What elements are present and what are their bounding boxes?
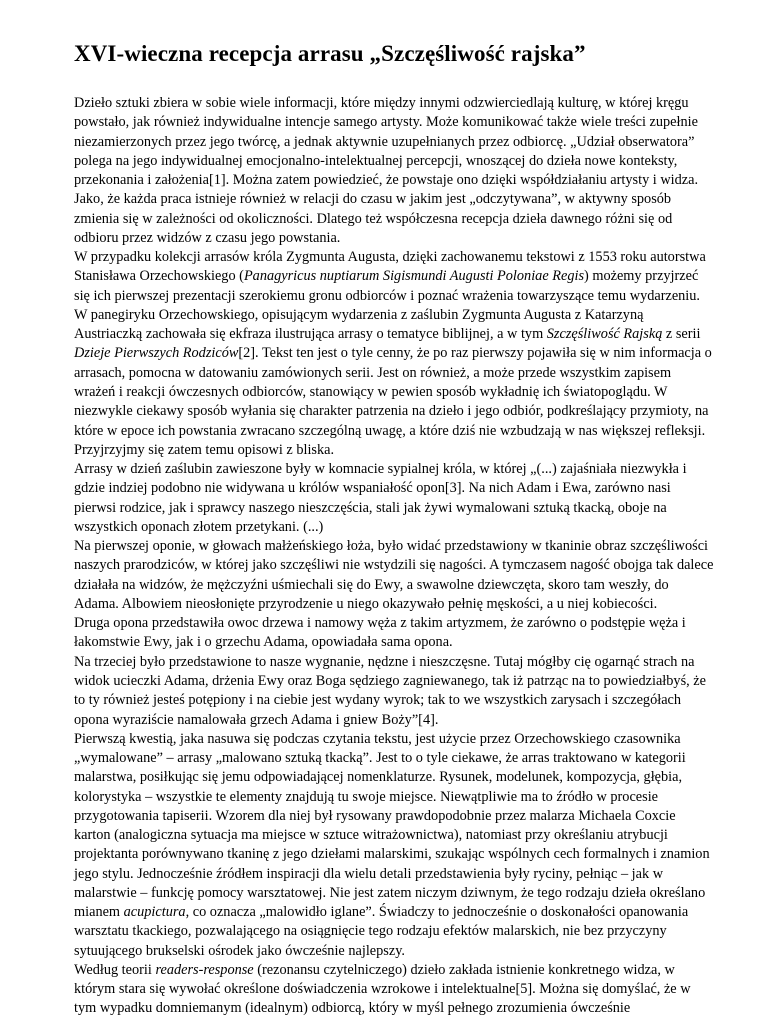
paragraph [74, 248, 714, 460]
text-segment: Druga opona przedstawiła owoc drzewa i namowy węża z takim artyzmem, że zarówno o podstępie węża i łakomstwie Ewy, jak i o grzechu Adama, opowiadała sama opona. [74, 615, 686, 651]
document-title: XVI-wieczna recepcja arrasu „Szczęśliwość rajska” [74, 41, 586, 66]
italic-text: Dzieje Pierwszych Rodziców [74, 345, 239, 362]
paragraph [74, 653, 714, 730]
text-segment: Dzieło sztuki zbiera w sobie wiele informacji, które między innymi odzwierciedlają kulturę, w której kręgu powstało, jak również indywidualne intencje samego artysty. Może komunikować także wiele treści zupełnie niezamierzonych przez jego twórcę, a jednak aktywnie uzupełnianych przez odbiorcę. „Udział obserwatora” polega na jego indywidualnej emocjonalno-intelektualnej percepcji, wnoszącej do dzieła nowe konteksty, przekonania i założenia[1]. Można zatem powiedzieć, że powstaje ono dzięki współdziałaniu artysty i widza. Jako, że każda praca istnieje również w relacji do czasu w jakim jest „odczytywana”, w aktywny sposób zmienia się w zależności od okoliczności. Dlatego też współczesna recepcja dzieła dawnego różni się od odbioru przez widzów z czasu jego powstania. [74, 95, 699, 246]
text-segment: ) możemy przyjrzeć się ich pierwszej prezentacji szerokiemu gronu odbiorców i poznać wrażenia towarzyszące temu wydarzeniu. W panegiryku Orzechowskiego, opisującym wydarzenia z zaślubin Zygmunta Augusta z Katarzyną Austriaczką zachowała się ekfraza ilustrująca arrasy o tematyce biblijnej, a w tym [74, 268, 701, 343]
text-segment: Arrasy w dzień zaślubin zawieszone były w komnacie sypialnej króla, w której „(...) zajaśniała niezwykła i gdzie indziej podobno nie widywana u królów wspaniałość opon[3]. Na nich Adam i Ewa, zarówno nasi pierwsi rodzice, jak i sprawcy naszego nieszczęścia, stali jak żywi wymalowani sztuką tkacką, oboje na wszystkich oponach złotem przetykani. (...) [74, 461, 687, 535]
text-segment: , co oznacza „malowidło iglane”. Świadczy to jednocześnie o doskonałości opanowania warsztatu tkackiego, pozwalającego na osiągnięcie tego rodzaju efektów malarskich, nie bez przyczyny sytuującego brukselski ośrodek jako ówcześnie najlepszy. [74, 904, 689, 959]
paragraph [74, 961, 714, 1019]
text-segment: (rezonansu czytelniczego) dzieło zakłada istnienie konkretnego widza, w którym stara się wywołać określone doświadczenia wzrokowe i intelektualne[5]. Można się domyślać, że w tym wypadku domniemanym (idealnym) odbiorcą, który w myśl pełnego zrozumienia ówcześnie [74, 961, 691, 1017]
text-segment: z serii [662, 326, 701, 343]
text-segment: Na trzeciej było przedstawione to nasze wygnanie, nędzne i nieszczęsne. Tutaj mógłby cię ogarnąć strach na widok ucieczki Adama, drżenia Ewy oraz Boga sędziego zagniewanego, tak iż patrząc na to powiedziałbyś, że to ty również jesteś potępiony i na ciebie jest wydany wyrok; tak to we wszystkich zarysach i szczegółach opona wyraziście namalowała grzech Adama i gniew Boży”[4]. [74, 653, 706, 728]
paragraph [74, 460, 714, 537]
paragraph [74, 614, 714, 653]
italic-text: acupictura [123, 904, 186, 921]
text-segment: Według teorii [74, 961, 156, 978]
italic-text: Szczęśliwość Rajską [546, 326, 663, 343]
paragraph [74, 94, 714, 248]
text-segment: Pierwszą kwestią, jaka nasuwa się podczas czytania tekstu, jest użycie przez Orzechowskiego czasownika „wymalowane” – arrasy „malowano sztuką tkacką”. Jest to o tyle ciekawe, że arras traktowano w kategorii malarstwa, posiłkując się jemu odpowiadającej nomenklaturze. Rysunek, modelunek, kompozycja, głębia, kolorystyka – wszystkie te elementy znajdują tu swoje miejsce. Niewątpliwie ma to źródło w procesie przygotowania tapiserii. Wzorem dla niej był rysowany prawdopodobnie przez malarza Michaela Coxcie karton (analogiczna sytuacja ma miejsce w sztuce witrażownictwa), natomiast przy określaniu atrybucji projektanta porównywano tkaninę z jego dziełami malarskimi, szukając wspólnych cech formalnych i znamion jego stylu. Jednocześnie źródłem inspiracji dla wielu detali przedstawienia były ryciny, pełniąc – jak w malarstwie – funkcję pomocy warsztatowej. Nie jest zatem niczym dziwnym, że tego rodzaju dzieła określano mianem [74, 730, 710, 921]
paragraph [74, 730, 714, 961]
text-segment: W przypadku kolekcji arrasów króla Zygmunta Augusta, dzięki zachowanemu tekstowi z 1553 roku autorstwa Stanisława Orzechowskiego ( [74, 249, 706, 285]
text-segment: Na pierwszej oponie, w głowach małżeńskiego łoża, było widać przedstawiony w tkaninie obraz szczęśliwości naszych prarodziców, w której jako szczęśliwi nie wstydzili się nagości. A tymczasem nagość obojga tak dalece działała na widzów, że mężczyźni uśmiechali się do Ewy, a swawolne dziewczęta, skoro tam weszły, do Adama. Albowiem nieosłonięte przyrodzenie u niego okazywało pełnię męskości, a u niej kobiecości. [74, 538, 714, 612]
italic-text: Panagyricus nuptiarum Sigismundi Augusti Poloniae Regis [243, 268, 585, 285]
text-segment: [2]. Tekst ten jest o tyle cenny, że po raz pierwszy pojawiła się w nim informacja o arrasach, pomocna w datowaniu zamówionych serii. Jest on również, a może przede wszystkim zapisem wrażeń i reakcji ówczesnych odbiorców, stanowiący w pewien sposób wykładnię ich światopoglądu. W niezwykle ciekawy sposób wyłania się charakter patrzenia na dzieło i jego odbiór, podkreślający przymioty, na które w epoce ich powstania zwracano szczególną uwagę, a które dziś nie wzbudzają w nas większej refleksji. Przyjrzyjmy się zatem temu opisowi z bliska. [74, 345, 712, 458]
paragraph [74, 537, 714, 614]
document [74, 40, 714, 1019]
italic-text: readers-response [155, 961, 254, 978]
document-body [74, 94, 714, 1019]
